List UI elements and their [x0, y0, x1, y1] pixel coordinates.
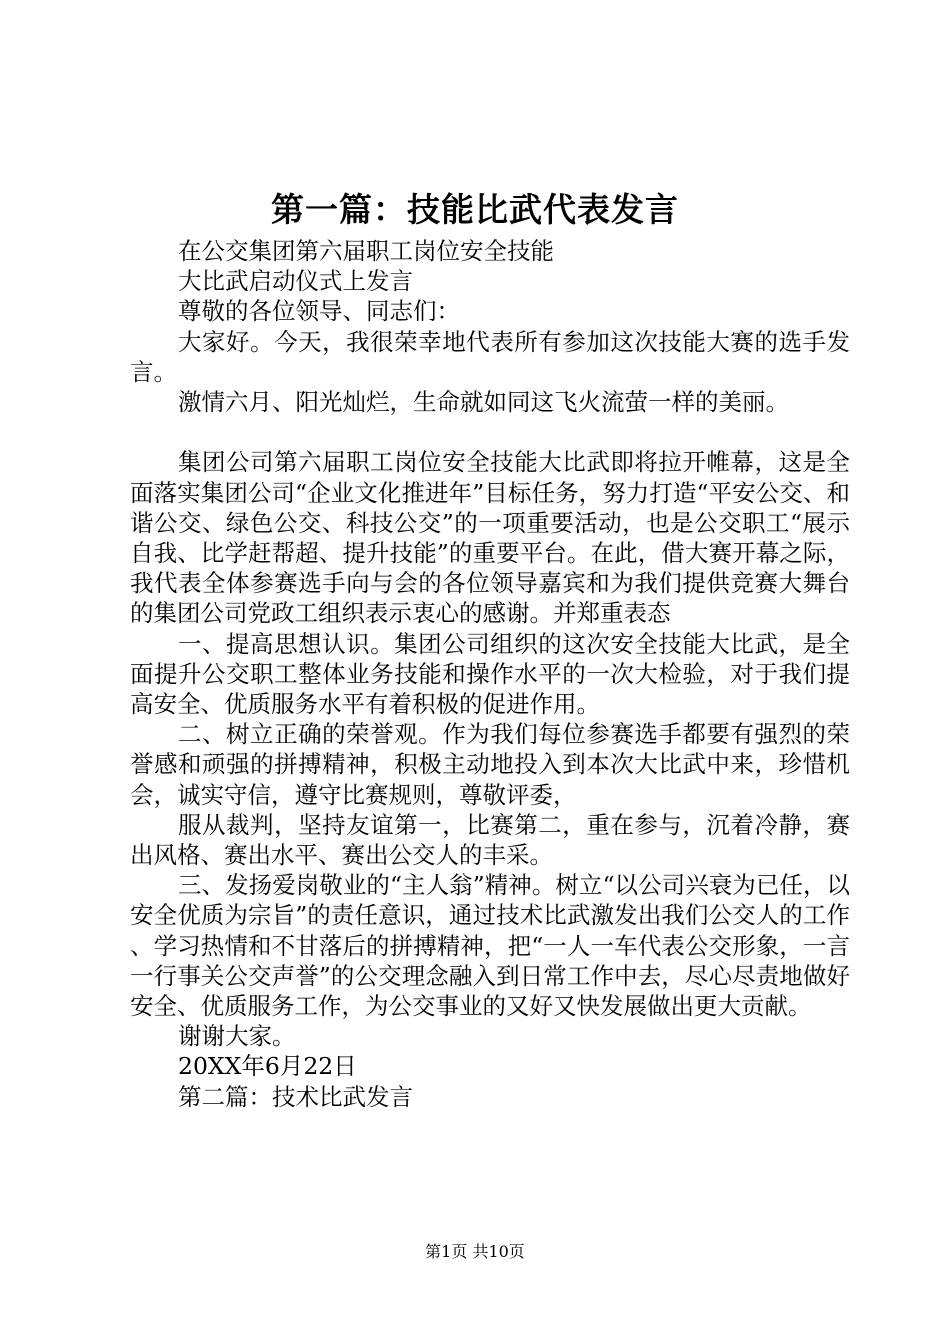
paragraph: 在公交集团第六届职工岗位安全技能 — [178, 237, 554, 265]
date: 20XX年6月22日 — [178, 1052, 357, 1081]
paragraph: 服从裁判，坚持友谊第一，比赛第二，重在参与，沉着冷静，赛出风格、赛出水平、赛出公交人的丰采。 — [130, 810, 850, 870]
paragraph: 二、树立正确的荣誉观。作为我们每位参赛选手都要有强烈的荣誉感和顽强的拼搏精神，积极主动地投入到本次大比武中来，珍惜机会，诚实守信，遵守比赛规则，尊敬评委， — [130, 720, 850, 809]
closing: 谢谢大家。 — [178, 1022, 296, 1051]
page-title: 第一篇：技能比武代表发言 — [271, 190, 679, 229]
salutation: 尊敬的各位领导、同志们： — [178, 297, 460, 326]
paragraph: 三、发扬爱岗敬业的“主人翁”精神。树立“以公司兴衰为已任，以安全优质为宗旨”的责任意识，通过技术比武激发出我们公交人的工作、学习热情和不甘落后的拼搏精神，把“一人一车代表公交形象，一言一行事关公交声誉”的公交理念融入到日常工作中去，尽心尽责地做好安全、优质服务工作，为公交事业的又好又快发展做出更大贡献。 — [130, 871, 850, 1021]
next-section-heading: 第二篇：技术比武发言 — [178, 1082, 413, 1111]
blank-line — [130, 417, 850, 447]
paragraph: 大家好。今天，我很荣幸地代表所有参加这次技能大赛的选手发言。 — [130, 327, 850, 386]
page-footer: 第1页 共10页 — [425, 1242, 525, 1261]
paragraph: 一、提高思想认识。集团公司组织的这次安全技能大比武，是全面提升公交职工整体业务技能和操作水平的一次大检验，对于我们提高安全、优质服务水平有着积极的促进作用。 — [130, 629, 850, 719]
document-body — [130, 236, 850, 1112]
paragraph: 集团公司第六届职工岗位安全技能大比武即将拉开帷幕，这是全面落实集团公司“企业文化推进年”目标任务，努力打造“平安公交、和谐公交、绿色公交、科技公交”的一项重要活动，也是公交职工“展示自我、比学赶帮超、提升技能”的重要平台。在此，借大赛开幕之际，我代表全体参赛选手向与会的各位领导嘉宾和为我们提供竞赛大舞台的集团公司党政工组织表示衷心的感谢。并郑重表态 — [130, 448, 850, 628]
paragraph: 大比武启动仪式上发言 — [178, 267, 413, 296]
paragraph: 激情六月、阳光灿烂，生命就如同这飞火流萤一样的美丽。 — [178, 388, 789, 417]
